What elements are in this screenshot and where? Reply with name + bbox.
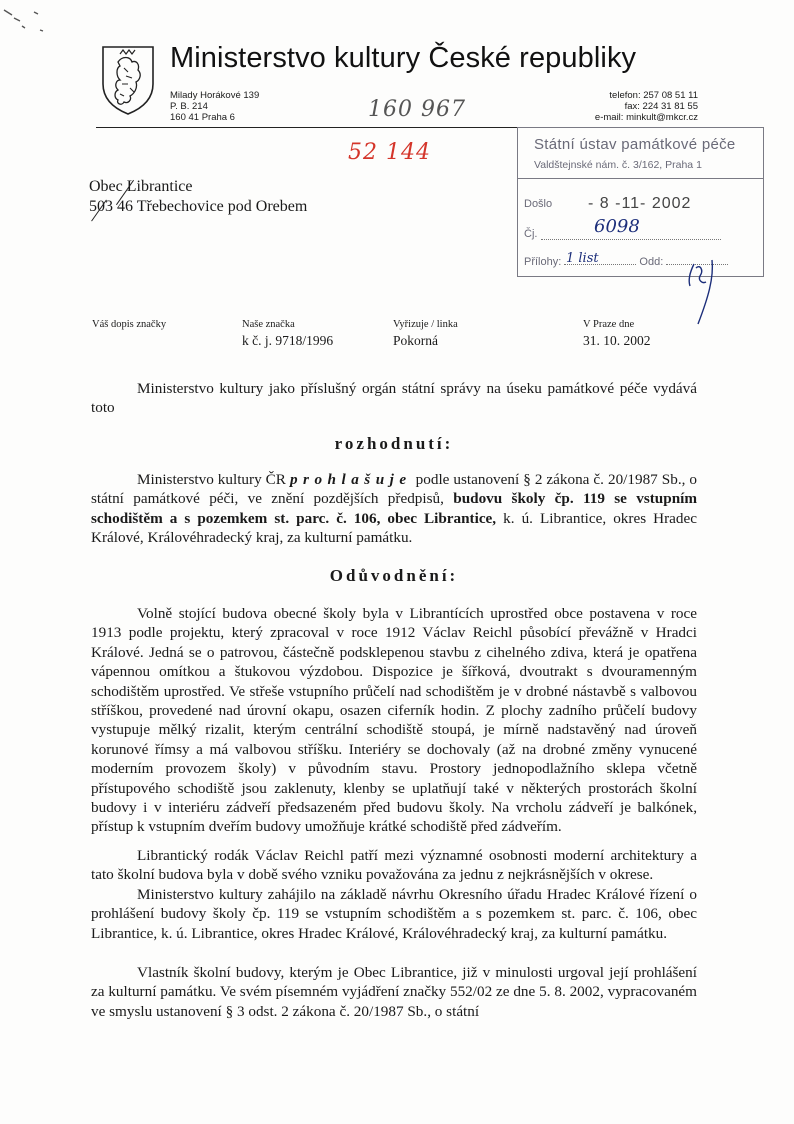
stamp-cj-label: Čj.	[524, 228, 538, 240]
reason-paragraph: Librantický rodák Václav Reichl patří mezi významné osobnosti moderní architektury a tato školní budova byla v době svého vzniku považována za jednu z nejkrásnějších v okrese.	[91, 847, 697, 884]
ministry-contact	[595, 90, 698, 123]
decision-text: Ministerstvo kultury ČR	[137, 471, 286, 488]
stamp-divider	[518, 178, 763, 179]
decision-subject: budovu školy čp. 119 se vstupním schodištěm a s pozemkem st. parc. č. 106, obec Librantice,	[91, 490, 698, 527]
contact-email: e-mail: minkult@mkcr.cz	[594, 112, 698, 123]
address-line: 160 41 Praha 6	[170, 112, 235, 123]
address-line: Milady Horákové 139	[170, 90, 260, 101]
stamp-institution: Státní ústav památkové péče	[534, 136, 736, 153]
reason-heading: Odůvodnění:	[329, 566, 459, 585]
receipt-stamp	[517, 127, 764, 277]
place-date-value: 31. 10. 2002	[583, 333, 651, 348]
address-line: P. B. 214	[170, 101, 208, 112]
ministry-name: Ministerstvo kultury České republiky	[170, 42, 637, 74]
stamp-cj-handwritten: 6098	[594, 216, 640, 237]
stamp-address: Valdštejnské nám. č. 3/162, Praha 1	[534, 159, 702, 171]
stamp-odd-label: Odd:	[639, 256, 664, 268]
handwritten-red-number: 52 144	[348, 140, 431, 165]
stamp-dosel-label: Došlo	[524, 198, 553, 210]
decision-text: podle ustanovení § 2 zákona č. 20/1987 Sb., o státní památkové péči, ve znění pozdějších předpisů,	[91, 471, 698, 508]
stamp-prilohy-handwritten: 1 list	[566, 251, 599, 266]
reason-paragraph: Volně stojící budova obecné školy byla v Librantících uprostřed obce postavena v roce 1913 podle projektu, který zpracoval v roce 1912 Václav Reichl působící převážně v Hradci Králové. Jedná se o patrovou, částečně podsklepenou stavbu z cihelného zdiva, která je opatřena vápennou omítkou a štukovou výzdobou. Dispozice je šířková, dvoutrakt s dvouramenným schodištěm uprostřed. Ve střeše vstupního průčelí nad schodištěm je v drobné nástavbě s valbovou stříškou, provedené nad úrovní okapu, osazen ciferník hodin. Z plochy zadního průčelí budovy vystupuje mělký rizalit, kterým centrální schodiště stoupá, je mírně nadstavěný nad úroveň korunové římsy a má valbovou stříšku. Interiéry se dochovaly (až na drobné změny vynucené moderním provozem školy) v původním stavu. Prostory jednopodlažního sklepa včetně přístupového schodiště jsou zaklenuty, klenby se uplatňují také v některých prostorách školní budovy i v interiéru zádveří předsazeném před budovu školy. Na vrcholu zádveří je balkónek, přístup k vstupním dveřím budovy umožňuje krátké schodiště před zádveřím.	[91, 605, 697, 836]
addressee-address: 503 46 Třebechovice pod Orebem	[89, 198, 308, 215]
decision-heading: rozhodnutí:	[334, 434, 454, 453]
handled-by-label: Vyřizuje / linka	[393, 319, 458, 330]
contact-phone: telefon: 257 08 51 11	[609, 90, 698, 101]
decision-verb: prohlašuje	[289, 471, 412, 488]
decision-text: k. ú. Librantice, okres Hradec Králové, Královéhradecký kraj, za kulturní památku.	[91, 509, 697, 547]
stamp-date: - 8 -11- 2002	[588, 195, 692, 212]
czech-lion-crest-icon	[100, 44, 156, 116]
ministry-address	[170, 90, 259, 123]
our-ref-value: k č. j. 9718/1996	[242, 333, 334, 348]
our-ref-label: Naše značka	[242, 319, 295, 330]
addressee-name: Obec Librantice	[89, 178, 193, 195]
intro-paragraph: Ministerstvo kultury jako příslušný orgán státní správy na úseku památkové péče vydává toto	[91, 380, 697, 417]
reason-paragraph: Vlastník školní budovy, kterým je Obec Librantice, již v minulosti urgoval její prohlášení za kulturní památku. Ve svém písemném vyjádření značky 552/02 ze dne 5. 8. 2002, vypracovaném ve smyslu ustanovení § 3 odst. 2 zákona č. 20/1987 Sb., o státní	[91, 964, 697, 1020]
place-date-label: V Praze dne	[583, 319, 635, 330]
scan-artifact	[0, 0, 60, 50]
contact-fax: fax: 224 31 81 55	[624, 101, 698, 112]
handled-by-value: Pokorná	[393, 333, 438, 348]
your-ref-label: Váš dopis značky	[92, 319, 167, 330]
reason-paragraph: Ministerstvo kultury zahájilo na základě návrhu Okresního úřadu Hradec Králové řízení o prohlášení budovy školy čp. 119 se vstupním schodištěm a s pozemkem st. parc. č. 106, obec Librantice, k. ú. Librantice, okres Hradec Králové, Královéhradecký kraj, za kulturní památku.	[91, 886, 697, 942]
decision-paragraph	[91, 470, 697, 548]
handwritten-registry-number: 160 967	[368, 97, 466, 122]
stamp-prilohy-label: Přílohy:	[524, 256, 562, 268]
handwritten-blue-mark	[682, 258, 722, 328]
